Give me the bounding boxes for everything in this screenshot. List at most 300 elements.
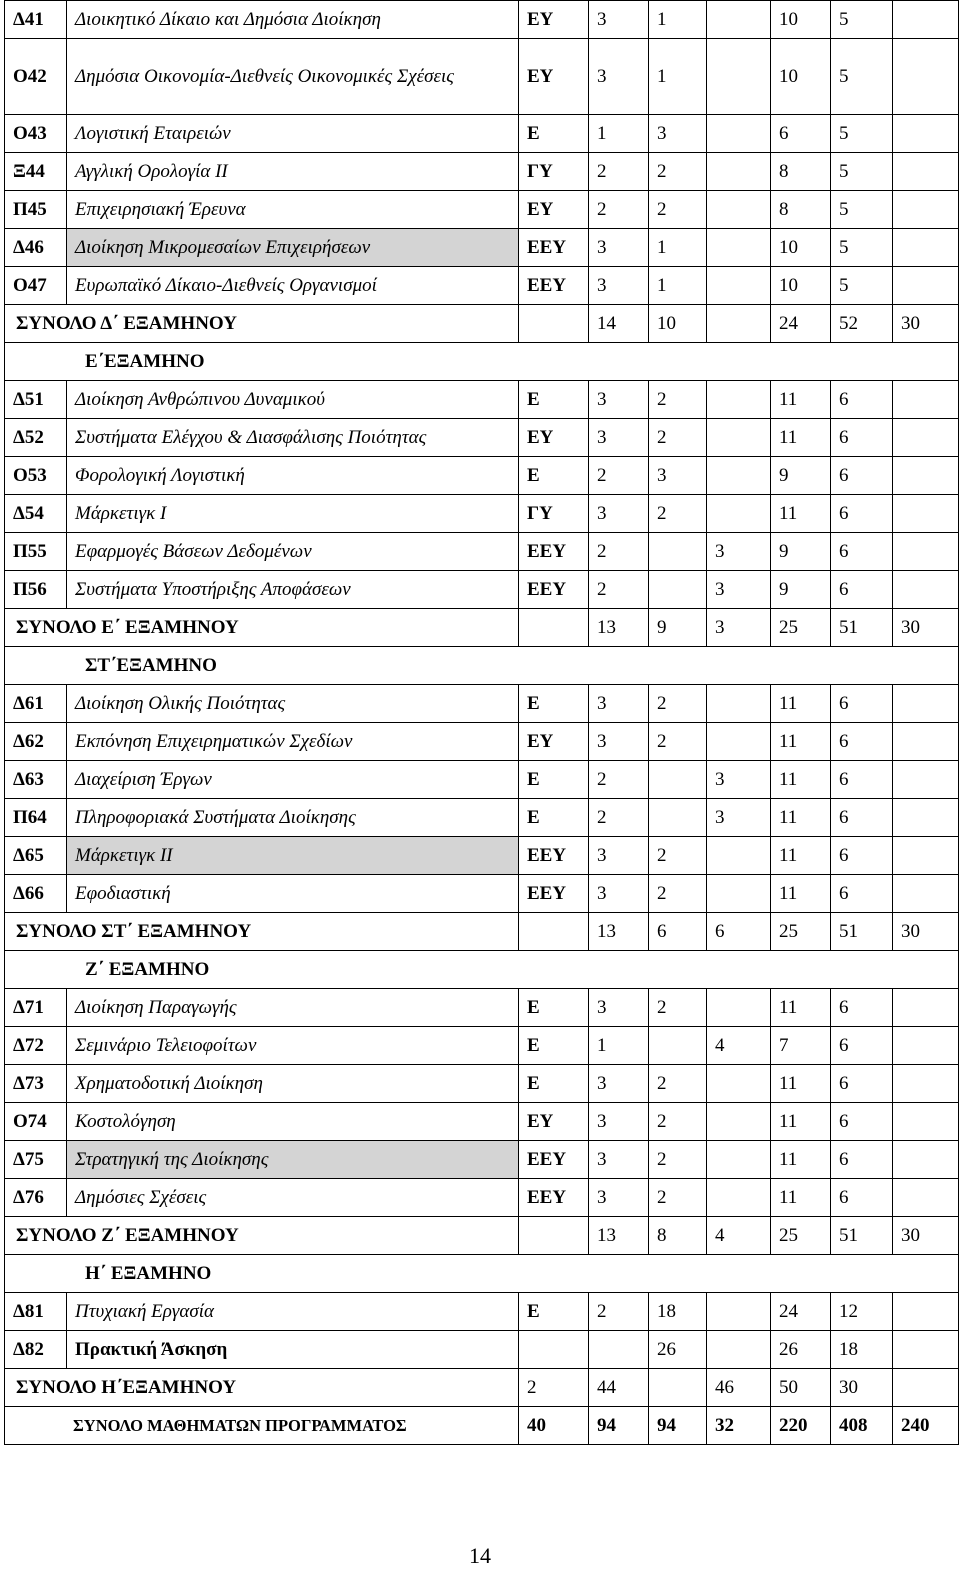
- hours-b: [649, 533, 707, 571]
- total-c: 6: [707, 913, 771, 951]
- course-code: Δ82: [5, 1331, 67, 1369]
- total-d: 25: [771, 913, 831, 951]
- course-type: ΕΥ: [519, 419, 589, 457]
- hours-a: 3: [589, 685, 649, 723]
- total-b: 8: [649, 1217, 707, 1255]
- semester-header: Η΄ ΕΞΑΜΗΝΟ: [5, 1255, 959, 1293]
- course-row: [5, 571, 959, 609]
- grand-total-label: ΣΥΝΟΛΟ ΜΑΘΗΜΑΤΩΝ ΠΡΟΓΡΑΜΜΑΤΟΣ: [5, 1407, 519, 1445]
- extra: [893, 191, 959, 229]
- semester-total-label: ΣΥΝΟΛΟ ΣΤ΄ ΕΞΑΜΗΝΟΥ: [5, 913, 519, 951]
- course-title: Πληροφοριακά Συστήματα Διοίκησης: [67, 799, 519, 837]
- course-row: [5, 1141, 959, 1179]
- course-row: [5, 1065, 959, 1103]
- course-type: ΕΕΥ: [519, 533, 589, 571]
- ects: 6: [831, 685, 893, 723]
- hours-c: 3: [707, 761, 771, 799]
- hours-c: [707, 989, 771, 1027]
- hours-b: 1: [649, 229, 707, 267]
- hours-total: 11: [771, 799, 831, 837]
- course-row: [5, 1027, 959, 1065]
- course-type: ΕΕΥ: [519, 1179, 589, 1217]
- total-t: [519, 609, 589, 647]
- course-type: Ε: [519, 1027, 589, 1065]
- course-code: Δ62: [5, 723, 67, 761]
- hours-b: 26: [649, 1331, 707, 1369]
- semester-header-row: [5, 1255, 959, 1293]
- extra: [893, 115, 959, 153]
- hours-b: [649, 761, 707, 799]
- grand-total-value: 94: [649, 1407, 707, 1445]
- course-type: ΕΥ: [519, 39, 589, 115]
- hours-total: 6: [771, 115, 831, 153]
- total-t: [519, 1217, 589, 1255]
- extra: [893, 1027, 959, 1065]
- hours-a: 3: [589, 1179, 649, 1217]
- total-a: 44: [589, 1369, 649, 1407]
- semester-total-row: [5, 1369, 959, 1407]
- total-a: 13: [589, 1217, 649, 1255]
- hours-c: [707, 229, 771, 267]
- total-d: 25: [771, 1217, 831, 1255]
- grand-total-value: 32: [707, 1407, 771, 1445]
- hours-total: 10: [771, 39, 831, 115]
- hours-c: [707, 685, 771, 723]
- semester-total-label: ΣΥΝΟΛΟ Η΄ΕΞΑΜΗΝΟΥ: [5, 1369, 519, 1407]
- hours-b: 2: [649, 989, 707, 1027]
- hours-b: [649, 571, 707, 609]
- course-title: Πρακτική Άσκηση: [67, 1331, 519, 1369]
- total-c: 46: [707, 1369, 771, 1407]
- total-d: 24: [771, 305, 831, 343]
- course-title: Χρηματοδοτική Διοίκηση: [67, 1065, 519, 1103]
- total-b: 9: [649, 609, 707, 647]
- course-title: Σεμινάριο Τελειοφοίτων: [67, 1027, 519, 1065]
- extra: [893, 837, 959, 875]
- course-code: Δ61: [5, 685, 67, 723]
- total-e: 52: [831, 305, 893, 343]
- extra: [893, 39, 959, 115]
- hours-c: [707, 723, 771, 761]
- course-row: [5, 837, 959, 875]
- course-title: Συστήματα Υποστήριξης Αποφάσεων: [67, 571, 519, 609]
- semester-total-label: ΣΥΝΟΛΟ Ζ΄ ΕΞΑΜΗΝΟΥ: [5, 1217, 519, 1255]
- hours-total: 10: [771, 229, 831, 267]
- course-code: Ο47: [5, 267, 67, 305]
- hours-b: 1: [649, 39, 707, 115]
- course-type: Ε: [519, 1293, 589, 1331]
- hours-b: 2: [649, 1103, 707, 1141]
- hours-c: [707, 837, 771, 875]
- hours-total: 11: [771, 761, 831, 799]
- semester-header: ΣΤ΄ΕΞΑΜΗΝΟ: [5, 647, 959, 685]
- hours-a: 3: [589, 875, 649, 913]
- ects: 6: [831, 571, 893, 609]
- extra: [893, 875, 959, 913]
- course-code: Ο74: [5, 1103, 67, 1141]
- hours-b: 1: [649, 1, 707, 39]
- ects: 6: [831, 533, 893, 571]
- course-code: Δ75: [5, 1141, 67, 1179]
- course-title: Στρατηγική της Διοίκησης: [67, 1141, 519, 1179]
- hours-b: 2: [649, 191, 707, 229]
- hours-total: 10: [771, 1, 831, 39]
- hours-a: 3: [589, 723, 649, 761]
- ects: 5: [831, 39, 893, 115]
- ects: 5: [831, 1, 893, 39]
- extra: [893, 1179, 959, 1217]
- hours-a: 2: [589, 533, 649, 571]
- hours-c: 3: [707, 799, 771, 837]
- total-a: 14: [589, 305, 649, 343]
- total-t: 2: [519, 1369, 589, 1407]
- course-code: Ο42: [5, 39, 67, 115]
- total-t: [519, 913, 589, 951]
- course-title: Διοικητικό Δίκαιο και Δημόσια Διοίκηση: [67, 1, 519, 39]
- ects: 6: [831, 457, 893, 495]
- course-title: Δημόσια Οικονομία-Διεθνείς Οικονομικές Σχέσεις: [67, 39, 519, 115]
- extra: [893, 229, 959, 267]
- hours-total: 11: [771, 381, 831, 419]
- hours-total: 8: [771, 153, 831, 191]
- total-c: 3: [707, 609, 771, 647]
- hours-b: 18: [649, 1293, 707, 1331]
- extra: [893, 153, 959, 191]
- course-type: [519, 1331, 589, 1369]
- ects: 6: [831, 419, 893, 457]
- hours-c: [707, 457, 771, 495]
- semester-total-label: ΣΥΝΟΛΟ Δ΄ ΕΞΑΜΗΝΟΥ: [5, 305, 519, 343]
- semester-header: Ε΄ΕΞΑΜΗΝΟ: [5, 343, 959, 381]
- hours-a: 2: [589, 153, 649, 191]
- hours-c: [707, 495, 771, 533]
- course-code: Δ76: [5, 1179, 67, 1217]
- course-type: ΕΥ: [519, 191, 589, 229]
- course-title: Διοίκηση Μικρομεσαίων Επιχειρήσεων: [67, 229, 519, 267]
- ects: 5: [831, 153, 893, 191]
- hours-a: 3: [589, 1103, 649, 1141]
- hours-total: 11: [771, 837, 831, 875]
- hours-b: 1: [649, 267, 707, 305]
- course-type: Ε: [519, 1065, 589, 1103]
- total-t: [519, 305, 589, 343]
- ects: 18: [831, 1331, 893, 1369]
- extra: [893, 571, 959, 609]
- course-row: [5, 1293, 959, 1331]
- hours-total: 11: [771, 875, 831, 913]
- ects: 6: [831, 799, 893, 837]
- course-code: Δ73: [5, 1065, 67, 1103]
- course-title: Εφοδιαστική: [67, 875, 519, 913]
- total-c: 4: [707, 1217, 771, 1255]
- course-title: Δημόσιες Σχέσεις: [67, 1179, 519, 1217]
- total-a: 13: [589, 913, 649, 951]
- course-title: Διοίκηση Παραγωγής: [67, 989, 519, 1027]
- hours-a: 2: [589, 457, 649, 495]
- semester-total-row: [5, 305, 959, 343]
- extra: [893, 685, 959, 723]
- course-row: [5, 381, 959, 419]
- extra: [893, 419, 959, 457]
- course-title: Μάρκετιγκ ΙΙ: [67, 837, 519, 875]
- hours-total: 11: [771, 1103, 831, 1141]
- hours-a: 3: [589, 39, 649, 115]
- total-a: 13: [589, 609, 649, 647]
- hours-total: 9: [771, 457, 831, 495]
- course-type: ΓΥ: [519, 495, 589, 533]
- semester-total-label: ΣΥΝΟΛΟ Ε΄ ΕΞΑΜΗΝΟΥ: [5, 609, 519, 647]
- extra: [893, 723, 959, 761]
- hours-b: 2: [649, 837, 707, 875]
- course-row: [5, 457, 959, 495]
- course-title: Ευρωπαϊκό Δίκαιο-Διεθνείς Οργανισμοί: [67, 267, 519, 305]
- hours-a: 3: [589, 495, 649, 533]
- course-row: [5, 39, 959, 115]
- course-title: Διοίκηση Ολικής Ποιότητας: [67, 685, 519, 723]
- hours-b: 3: [649, 457, 707, 495]
- hours-a: 1: [589, 1027, 649, 1065]
- course-title: Κοστολόγηση: [67, 1103, 519, 1141]
- grand-total-value: 220: [771, 1407, 831, 1445]
- course-code: Δ52: [5, 419, 67, 457]
- hours-c: [707, 1141, 771, 1179]
- hours-total: 11: [771, 1141, 831, 1179]
- grand-total-value: 408: [831, 1407, 893, 1445]
- course-title: Αγγλική Ορολογία ΙΙ: [67, 153, 519, 191]
- grand-total-value: 40: [519, 1407, 589, 1445]
- course-code: Δ46: [5, 229, 67, 267]
- hours-total: 8: [771, 191, 831, 229]
- course-type: Ε: [519, 381, 589, 419]
- course-title: Επιχειρησιακή Έρευνα: [67, 191, 519, 229]
- course-title: Διοίκηση Ανθρώπινου Δυναμικού: [67, 381, 519, 419]
- semester-total-row: [5, 913, 959, 951]
- course-title: Συστήματα Ελέγχου & Διασφάλισης Ποιότητας: [67, 419, 519, 457]
- course-row: [5, 761, 959, 799]
- course-row: [5, 1179, 959, 1217]
- hours-a: 3: [589, 419, 649, 457]
- hours-c: [707, 1331, 771, 1369]
- extra: [893, 1141, 959, 1179]
- ects: 6: [831, 1103, 893, 1141]
- course-code: Δ81: [5, 1293, 67, 1331]
- hours-b: 2: [649, 1141, 707, 1179]
- extra: [893, 1, 959, 39]
- extra: [893, 799, 959, 837]
- extra: [893, 1293, 959, 1331]
- ects: 5: [831, 229, 893, 267]
- course-code: Ο53: [5, 457, 67, 495]
- hours-c: [707, 419, 771, 457]
- ects: 5: [831, 115, 893, 153]
- course-row: [5, 989, 959, 1027]
- hours-c: [707, 1293, 771, 1331]
- course-code: Δ54: [5, 495, 67, 533]
- hours-total: 10: [771, 267, 831, 305]
- ects: 12: [831, 1293, 893, 1331]
- hours-b: 2: [649, 1065, 707, 1103]
- extra: [893, 989, 959, 1027]
- hours-total: 7: [771, 1027, 831, 1065]
- course-type: Ε: [519, 761, 589, 799]
- ects: 5: [831, 267, 893, 305]
- ects: 6: [831, 1027, 893, 1065]
- total-f: 30: [893, 1217, 959, 1255]
- course-row: [5, 723, 959, 761]
- extra: [893, 495, 959, 533]
- curriculum-table: [4, 0, 959, 1445]
- hours-c: [707, 1065, 771, 1103]
- hours-b: 2: [649, 153, 707, 191]
- ects: 6: [831, 1065, 893, 1103]
- course-type: ΓΥ: [519, 153, 589, 191]
- semester-header-row: [5, 951, 959, 989]
- course-code: Π64: [5, 799, 67, 837]
- semester-total-row: [5, 609, 959, 647]
- course-row: [5, 115, 959, 153]
- ects: 5: [831, 191, 893, 229]
- course-code: Π45: [5, 191, 67, 229]
- hours-b: 2: [649, 381, 707, 419]
- hours-c: [707, 381, 771, 419]
- course-code: Δ66: [5, 875, 67, 913]
- semester-header: Ζ΄ ΕΞΑΜΗΝΟ: [5, 951, 959, 989]
- total-b: 6: [649, 913, 707, 951]
- hours-c: 3: [707, 533, 771, 571]
- total-f: 30: [893, 609, 959, 647]
- grand-total-value: 240: [893, 1407, 959, 1445]
- hours-a: 3: [589, 267, 649, 305]
- hours-c: 3: [707, 571, 771, 609]
- hours-a: 3: [589, 229, 649, 267]
- hours-b: 2: [649, 723, 707, 761]
- course-type: Ε: [519, 115, 589, 153]
- hours-b: 2: [649, 685, 707, 723]
- course-row: [5, 1103, 959, 1141]
- hours-a: 2: [589, 761, 649, 799]
- course-code: Δ65: [5, 837, 67, 875]
- course-code: Π56: [5, 571, 67, 609]
- hours-total: 11: [771, 989, 831, 1027]
- course-code: Ο43: [5, 115, 67, 153]
- extra: [893, 761, 959, 799]
- hours-c: [707, 1179, 771, 1217]
- hours-total: 24: [771, 1293, 831, 1331]
- course-title: Εφαρμογές Βάσεων Δεδομένων: [67, 533, 519, 571]
- hours-c: [707, 267, 771, 305]
- hours-a: 3: [589, 989, 649, 1027]
- ects: 6: [831, 989, 893, 1027]
- page-number: 14: [469, 1543, 491, 1568]
- course-title: Μάρκετιγκ Ι: [67, 495, 519, 533]
- course-row: [5, 229, 959, 267]
- total-e: 51: [831, 913, 893, 951]
- course-row: [5, 533, 959, 571]
- hours-c: 4: [707, 1027, 771, 1065]
- course-title: Εκπόνηση Επιχειρηματικών Σχεδίων: [67, 723, 519, 761]
- ects: 6: [831, 875, 893, 913]
- ects: 6: [831, 1179, 893, 1217]
- hours-a: 2: [589, 191, 649, 229]
- hours-a: [589, 1331, 649, 1369]
- hours-c: [707, 1, 771, 39]
- hours-a: 1: [589, 115, 649, 153]
- course-code: Δ72: [5, 1027, 67, 1065]
- course-type: Ε: [519, 685, 589, 723]
- course-title: Πτυχιακή Εργασία: [67, 1293, 519, 1331]
- hours-a: 2: [589, 571, 649, 609]
- total-f: [893, 1369, 959, 1407]
- hours-total: 11: [771, 1179, 831, 1217]
- hours-total: 11: [771, 495, 831, 533]
- total-f: 30: [893, 913, 959, 951]
- course-type: Ε: [519, 799, 589, 837]
- ects: 6: [831, 381, 893, 419]
- hours-total: 26: [771, 1331, 831, 1369]
- hours-total: 11: [771, 419, 831, 457]
- hours-a: 3: [589, 837, 649, 875]
- semester-header-row: [5, 343, 959, 381]
- hours-a: 3: [589, 1, 649, 39]
- ects: 6: [831, 1141, 893, 1179]
- course-code: Δ63: [5, 761, 67, 799]
- course-code: Δ41: [5, 1, 67, 39]
- course-type: ΕΥ: [519, 1103, 589, 1141]
- total-d: 25: [771, 609, 831, 647]
- total-f: 30: [893, 305, 959, 343]
- ects: 6: [831, 837, 893, 875]
- hours-a: 3: [589, 1065, 649, 1103]
- total-b: [649, 1369, 707, 1407]
- hours-b: 3: [649, 115, 707, 153]
- course-type: ΕΥ: [519, 723, 589, 761]
- semester-header-row: [5, 647, 959, 685]
- course-type: ΕΥ: [519, 1, 589, 39]
- hours-b: 2: [649, 875, 707, 913]
- hours-total: 11: [771, 723, 831, 761]
- course-row: [5, 799, 959, 837]
- course-type: ΕΕΥ: [519, 571, 589, 609]
- course-row: [5, 191, 959, 229]
- hours-a: 3: [589, 381, 649, 419]
- hours-c: [707, 191, 771, 229]
- course-code: Π55: [5, 533, 67, 571]
- course-title: Διαχείριση Έργων: [67, 761, 519, 799]
- hours-c: [707, 39, 771, 115]
- extra: [893, 1331, 959, 1369]
- hours-c: [707, 153, 771, 191]
- hours-a: 3: [589, 1141, 649, 1179]
- hours-b: [649, 799, 707, 837]
- ects: 6: [831, 495, 893, 533]
- course-title: Φορολογική Λογιστική: [67, 457, 519, 495]
- course-type: ΕΕΥ: [519, 267, 589, 305]
- grand-total-row: [5, 1407, 959, 1445]
- course-type: Ε: [519, 989, 589, 1027]
- extra: [893, 533, 959, 571]
- total-c: [707, 305, 771, 343]
- hours-b: 2: [649, 419, 707, 457]
- total-b: 10: [649, 305, 707, 343]
- course-type: ΕΕΥ: [519, 1141, 589, 1179]
- hours-a: 2: [589, 799, 649, 837]
- course-type: ΕΕΥ: [519, 229, 589, 267]
- total-e: 51: [831, 1217, 893, 1255]
- ects: 6: [831, 761, 893, 799]
- course-row: [5, 1331, 959, 1369]
- course-type: ΕΕΥ: [519, 875, 589, 913]
- course-row: [5, 685, 959, 723]
